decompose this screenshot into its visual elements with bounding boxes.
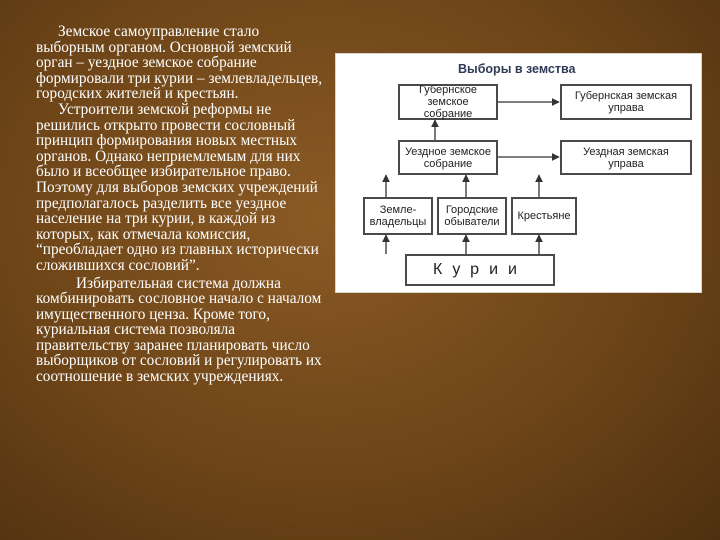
box-kurii: Курии	[405, 254, 555, 286]
paragraph-3: Избирательная система должна комбинировать сословное начало с началом имущественного ценза. Кроме того, куриальная система позволяла правительству заранее планировать число выборщиков от сословий и регулировать их соотношение в земских учреждениях.	[36, 274, 322, 386]
paragraph-2: Устроители земской реформы не решились открыто провести сословный принцип формирования новых местных органов. Однако неприемлемым для них было и всеобщее избирательное право. Поэтому для выборов земских учреждений предполагалось разделить все уездное население на три курии, в каждой из которых, как отмечала комиссия, “преобладает одно из главных исторически сложившихся сословий”.	[36, 100, 319, 274]
box-gub-uprava: Губернская земская управа	[560, 84, 692, 120]
box-zemlevladeltsy: Земле- владельцы	[363, 197, 433, 235]
box-gorodskie: Городские обыватели	[437, 197, 507, 235]
diagram-panel	[335, 53, 702, 293]
paragraph-1: Земское самоуправление стало выборным органом. Основной земский орган – уездное земское собрание формировали три курии – землевладельцев, городских жителей и крестьян.	[36, 23, 323, 103]
diagram-title: Выборы в земства	[458, 62, 576, 76]
box-krestyane: Крестьяне	[511, 197, 577, 235]
box-uezd-sobranie: Уездное земское собрание	[398, 140, 498, 175]
body-text	[36, 24, 328, 385]
box-gub-sobranie: Губернское земское собрание	[398, 84, 498, 120]
box-uezd-uprava: Уездная земская управа	[560, 140, 692, 175]
